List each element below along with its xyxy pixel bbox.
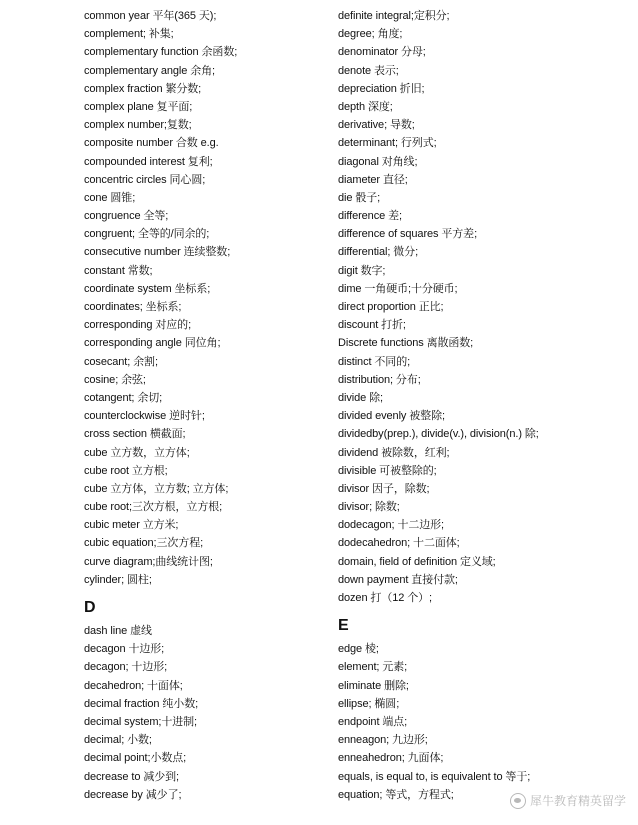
- d-entries-left: [84, 622, 329, 804]
- glossary-entry: direct proportion 正比;: [338, 301, 444, 313]
- glossary-entry: coordinates; 坐标系;: [84, 301, 182, 313]
- glossary-entry: common year 平年(365 天);: [84, 10, 217, 22]
- glossary-entry: decimal; 小数;: [84, 734, 152, 747]
- glossary-entry: enneagon; 九边形;: [338, 734, 428, 747]
- glossary-entry: divide 除;: [338, 391, 383, 404]
- glossary-entry: complex plane 复平面;: [84, 100, 193, 113]
- glossary-entry: depreciation 折旧;: [338, 82, 425, 95]
- glossary-entry: eliminate 删除;: [338, 679, 409, 692]
- glossary-entry: down payment 直接付款;: [338, 573, 458, 586]
- glossary-entry: coordinate system 坐标系;: [84, 282, 211, 295]
- glossary-entry: decagon; 十边形;: [84, 661, 168, 674]
- glossary-entry: cube 立方体，立方数; 立方体;: [84, 482, 229, 495]
- glossary-entry: cube root 立方根;: [84, 464, 168, 477]
- glossary-entry: denote 表示;: [338, 64, 399, 77]
- glossary-entry: composite number 合数 e.g.: [84, 137, 219, 150]
- glossary-entry: concentric circles 同心圆;: [84, 173, 206, 186]
- glossary-entry: decagon 十边形;: [84, 643, 165, 656]
- glossary-entry: differential; 微分;: [338, 246, 419, 259]
- glossary-entry: Discrete functions 离散函数;: [338, 337, 474, 350]
- glossary-entry: decrease to 减少到;: [84, 770, 179, 783]
- glossary-entry: cosecant; 余割;: [84, 355, 158, 368]
- glossary-entry: complex number;复数;: [84, 119, 192, 132]
- glossary-entry: congruent; 全等的/同余的;: [84, 228, 210, 241]
- glossary-entry: edge 棱;: [338, 643, 379, 656]
- wechat-icon: [510, 793, 526, 809]
- glossary-entry: divisor; 除数;: [338, 501, 400, 514]
- glossary-entry: equation; 等式，方程式;: [338, 788, 454, 801]
- glossary-entry: difference 差;: [338, 210, 402, 223]
- glossary-entry: constant 常数;: [84, 264, 153, 277]
- glossary-entry: cross section 横截面;: [84, 428, 186, 441]
- glossary-entry: corresponding angle 同位角;: [84, 337, 221, 350]
- glossary-entry: difference of squares 平方差;: [338, 228, 478, 241]
- section-heading-d: D: [84, 599, 96, 616]
- glossary-entry: decahedron; 十面体;: [84, 679, 183, 692]
- glossary-entry: dividend 被除数，红利;: [338, 446, 450, 459]
- glossary-entry: endpoint 端点;: [338, 715, 408, 728]
- right-column: [338, 7, 628, 804]
- glossary-entry: digit 数字;: [338, 264, 386, 277]
- glossary-entry: compounded interest 复利;: [84, 155, 213, 168]
- glossary-entry: definite integral;定积分;: [338, 10, 450, 22]
- glossary-entry: cosine; 余弦;: [84, 373, 146, 386]
- glossary-entry: cylinder; 圆柱;: [84, 573, 152, 586]
- glossary-entry: dividedby(prep.), divide(v.), division(n.) 除;: [338, 428, 539, 441]
- glossary-entry: complementary function 余函数;: [84, 46, 238, 59]
- section-heading-e: E: [338, 617, 349, 635]
- glossary-entry: determinant; 行列式;: [338, 137, 437, 150]
- glossary-entry: ellipse; 椭圆;: [338, 697, 400, 710]
- glossary-entry: cubic equation;三次方程;: [84, 537, 204, 550]
- glossary-entry: enneahedron; 九面体;: [338, 752, 444, 765]
- glossary-entry: die 骰子;: [338, 191, 381, 204]
- glossary-entry: diameter 直径;: [338, 173, 408, 186]
- glossary-entry: domain, field of definition 定义域;: [338, 555, 496, 568]
- d-entries-right: [338, 7, 628, 607]
- glossary-entry: discount 打折;: [338, 319, 406, 332]
- left-column: [84, 7, 329, 804]
- glossary-entry: dash line 虚线: [84, 625, 152, 637]
- glossary-entry: distribution; 分布;: [338, 373, 421, 386]
- glossary-entry: denominator 分母;: [338, 46, 426, 59]
- glossary-entry: derivative; 导数;: [338, 119, 415, 132]
- glossary-entry: congruence 全等;: [84, 210, 169, 223]
- glossary-entry: divisible 可被整除的;: [338, 464, 437, 477]
- glossary-entry: cotangent; 余切;: [84, 391, 163, 404]
- glossary-entry: cubic meter 立方米;: [84, 519, 179, 532]
- glossary-entry: dodecagon; 十二边形;: [338, 519, 445, 532]
- glossary-entry: corresponding 对应的;: [84, 319, 192, 332]
- glossary-entry: divisor 因子，除数;: [338, 482, 430, 495]
- glossary-entry: dodecahedron; 十二面体;: [338, 537, 460, 550]
- glossary-entry: depth 深度;: [338, 100, 393, 113]
- glossary-entry: cube 立方数，立方体;: [84, 446, 190, 459]
- glossary-entry: curve diagram;曲线统计图;: [84, 555, 213, 568]
- glossary-entry: cone 圆锥;: [84, 191, 136, 204]
- glossary-entry: equals, is equal to, is equivalent to 等于;: [338, 770, 531, 783]
- glossary-entry: element; 元素;: [338, 661, 408, 674]
- glossary-entry: dime 一角硬币;十分硬币;: [338, 282, 458, 295]
- glossary-entry: diagonal 对角线;: [338, 155, 418, 168]
- glossary-entry: distinct 不同的;: [338, 355, 411, 368]
- glossary-entry: dozen 打（12 个）;: [338, 592, 432, 604]
- glossary-entry: decimal system;十进制;: [84, 715, 198, 728]
- e-entries-right: [338, 640, 628, 804]
- watermark-text: 犀牛教育精英留学: [529, 794, 626, 808]
- glossary-entry: divided evenly 被整除;: [338, 410, 445, 423]
- watermark: [510, 792, 626, 809]
- glossary-entry: complementary angle 余角;: [84, 64, 215, 77]
- c-entries-left: [84, 7, 329, 589]
- glossary-entry: cube root;三次方根，立方根;: [84, 501, 223, 514]
- glossary-entry: complex fraction 繁分数;: [84, 82, 202, 95]
- glossary-entry: counterclockwise 逆时针;: [84, 410, 205, 423]
- glossary-entry: complement; 补集;: [84, 28, 174, 41]
- glossary-entry: consecutive number 连续整数;: [84, 246, 231, 259]
- glossary-entry: decimal fraction 纯小数;: [84, 697, 199, 710]
- glossary-entry: decimal point;小数点;: [84, 752, 187, 765]
- glossary-entry: degree; 角度;: [338, 28, 403, 41]
- glossary-entry: decrease by 减少了;: [84, 788, 182, 801]
